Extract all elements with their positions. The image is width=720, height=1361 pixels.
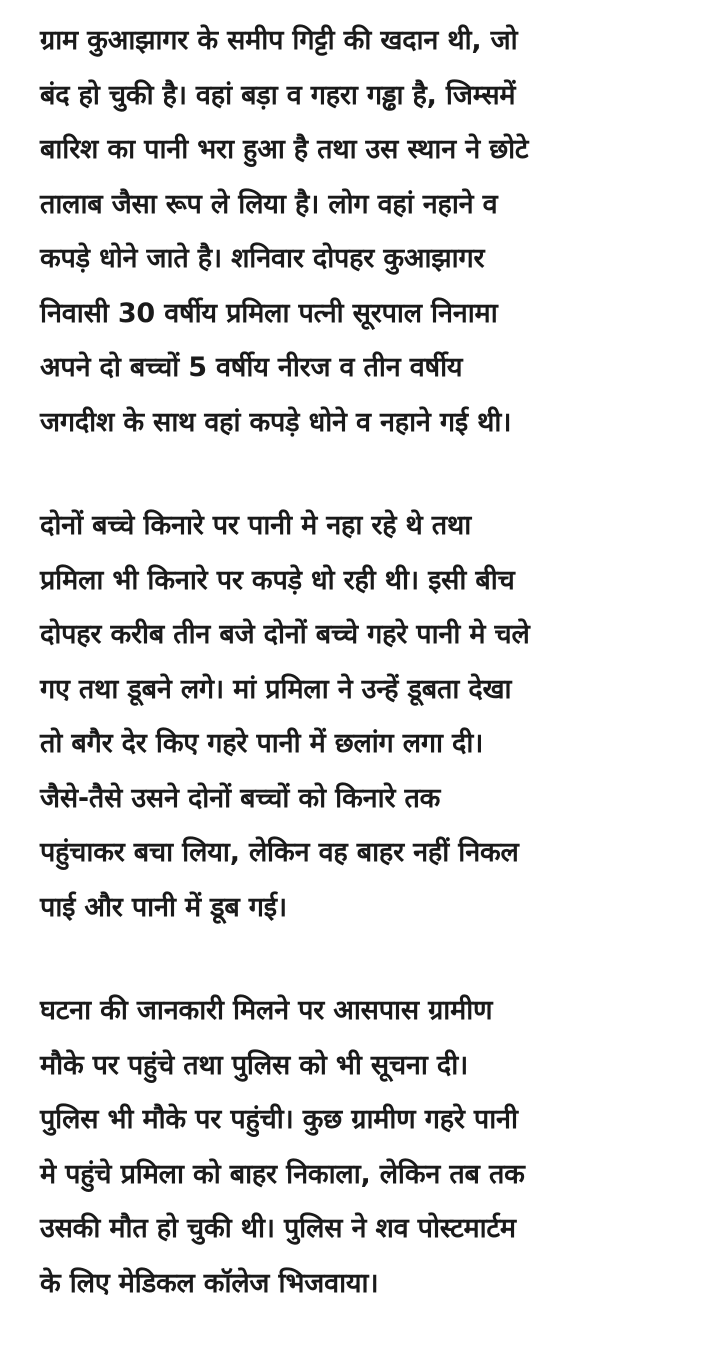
text-line: पुलिस भी मौके पर पहुंची। कुछ ग्रामीण गहरे पानी — [40, 1104, 518, 1135]
text-line: बारिश का पानी भरा हुआ है तथा उस स्थान ने छोटे — [40, 134, 529, 165]
text-line: कपड़े धोने जाते है। शनिवार दोपहर कुआझागर — [40, 243, 485, 274]
text-line: के लिए मेडिकल कॉलेज भिजवाया। — [40, 1267, 379, 1299]
text-line: तो बगैर देर किए गहरे पानी में छलांग लगा दी। — [40, 728, 484, 759]
text-line: दोनों बच्चे किनारे पर पानी मे नहा रहे थे तथा — [40, 510, 472, 541]
paragraph-spacer — [40, 450, 700, 499]
text-line: अपने दो बच्चों 5 वर्षीय नीरज व तीन वर्षीय — [40, 352, 463, 383]
article-paragraph-1 — [40, 14, 700, 450]
text-line: दोपहर करीब तीन बजे दोनों बच्चे गहरे पानी मे चले — [40, 619, 530, 650]
text-line: पहुंचाकर बचा लिया, लेकिन वह बाहर नहीं निकल — [40, 837, 519, 868]
text-line: मौके पर पहुंचे तथा पुलिस को भी सूचना दी। — [40, 1049, 469, 1081]
text-line: उसकी मौत हो चुकी थी। पुलिस ने शव पोस्टमार्टम — [40, 1213, 516, 1244]
paragraph-spacer — [40, 935, 700, 984]
text-line: जगदीश के साथ वहां कपड़े धोने व नहाने गई थी। — [40, 406, 512, 438]
news-article — [40, 14, 700, 1311]
article-paragraph-3 — [40, 984, 700, 1311]
text-line: तालाब जैसा रूप ले लिया है। लोग वहां नहाने व — [40, 188, 498, 220]
text-line: गए तथा डूबने लगे। मां प्रमिला ने उन्हें डूबता देखा — [40, 673, 512, 705]
text-line: निवासी 30 वर्षीय प्रमिला पत्नी सूरपाल निनामा — [40, 297, 498, 329]
article-paragraph-2 — [40, 499, 700, 935]
text-line: पाई और पानी में डूब गई। — [40, 891, 287, 923]
text-line: जैसे-तैसे उसने दोनों बच्चों को किनारे तक — [40, 782, 441, 814]
text-line: मे पहुंचे प्रमिला को बाहर निकाला, लेकिन तब तक — [40, 1158, 525, 1190]
text-line: ग्राम कुआझागर के समीप गिट्टी की खदान थी, जो — [40, 25, 518, 56]
text-line: प्रमिला भी किनारे पर कपड़े धो रही थी। इसी बीच — [40, 564, 515, 596]
text-line: घटना की जानकारी मिलने पर आसपास ग्रामीण — [40, 995, 493, 1026]
text-line: बंद हो चुकी है। वहां बड़ा व गहरा गड्ढा है, जिम्समें — [40, 79, 516, 111]
